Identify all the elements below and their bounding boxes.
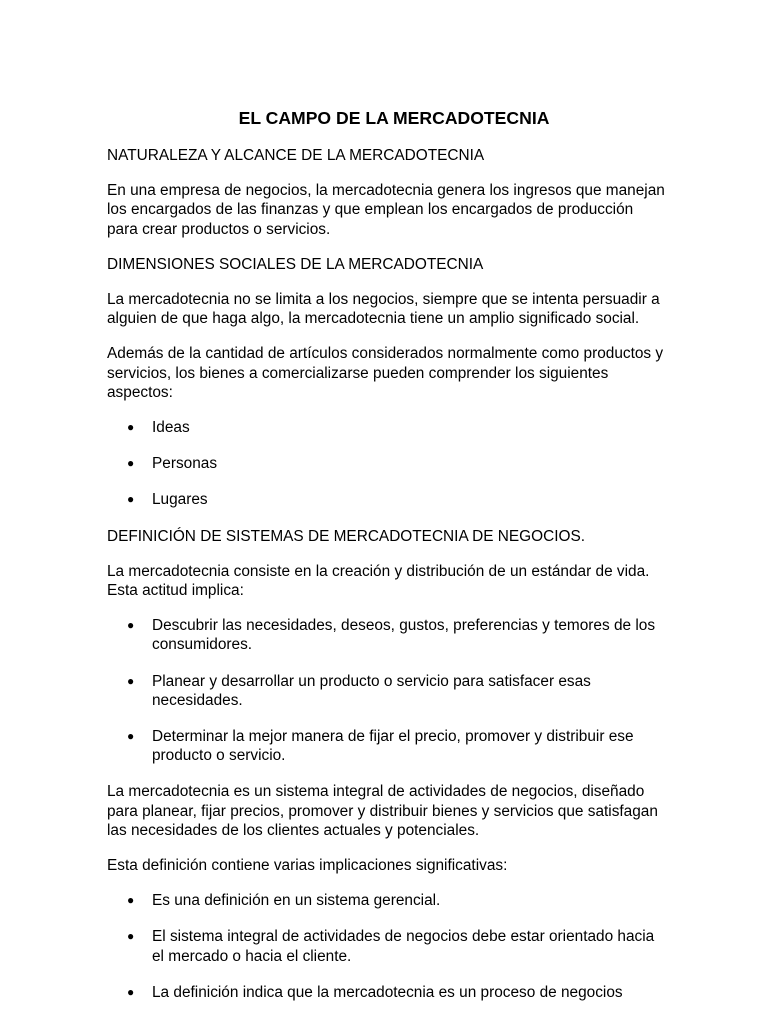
list-actitud bbox=[107, 616, 667, 765]
section-heading-dimensiones: DIMENSIONES SOCIALES DE LA MERCADOTECNIA bbox=[107, 255, 484, 273]
section-heading-naturaleza: NATURALEZA Y ALCANCE DE LA MERCADOTECNIA bbox=[107, 147, 485, 164]
section-heading-definicion: DEFINICIÓN DE SISTEMAS DE MERCADOTECNIA DE NEGOCIOS. bbox=[107, 527, 586, 545]
list-item: ● La definición indica que la mercadotecnia es un proceso de negocios bbox=[127, 983, 623, 1001]
list-item: ● Personas bbox=[127, 455, 218, 473]
bullet-icon: ● bbox=[127, 456, 135, 471]
paragraph-implicaciones: Esta definición contiene varias implicaciones significativas: bbox=[107, 857, 508, 875]
list-item: ● Es una definición en un sistema gerencial. bbox=[127, 892, 441, 910]
paragraph-ingresos: En una empresa de negocios, la mercadotecnia genera los ingresos que manejan los encargados de las finanzas y que emplean los encargados de producción para crear productos o servicios. bbox=[107, 182, 665, 238]
list-implicaciones bbox=[107, 891, 667, 1002]
bullet-icon: ● bbox=[127, 729, 135, 744]
bullet-icon: ● bbox=[127, 618, 135, 633]
document-page bbox=[107, 106, 667, 1019]
paragraph-estandar-vida: La mercadotecnia consiste en la creación y distribución de un estándar de vida. Esta actitud implica: bbox=[107, 562, 650, 600]
list-item: ● Planear y desarrollar un producto o servicio para satisfacer esas necesidades. bbox=[127, 672, 591, 709]
paragraph-sistema-integral: La mercadotecnia es un sistema integral de actividades de negocios, diseñado para planear, fijar precios, promover y distribuir bienes y servicios que satisfagan las necesidades de los clientes actuales y potenciales. bbox=[107, 783, 658, 839]
document-title: EL CAMPO DE LA MERCADOTECNIA bbox=[238, 108, 550, 128]
list-item: ● Lugares bbox=[127, 491, 208, 509]
list-aspectos bbox=[107, 418, 667, 510]
bullet-icon: ● bbox=[127, 929, 135, 944]
list-item: ● Ideas bbox=[127, 419, 190, 437]
list-item: ● Determinar la mejor manera de fijar el precio, promover y distribuir ese producto o servicio. bbox=[127, 728, 634, 765]
list-item: ● El sistema integral de actividades de negocios debe estar orientado hacia el mercado o hacia el cliente. bbox=[127, 928, 655, 965]
paragraph-significado-social: La mercadotecnia no se limita a los negocios, siempre que se intenta persuadir a alguien de que haga algo, la mercadotecnia tiene un amplio significado social. bbox=[107, 291, 660, 328]
bullet-icon: ● bbox=[127, 984, 135, 999]
list-item: ● Descubrir las necesidades, deseos, gustos, preferencias y temores de los consumidores. bbox=[127, 617, 656, 654]
paragraph-aspectos: Además de la cantidad de artículos considerados normalmente como productos y servicios, los bienes a comercializarse pueden comprender los siguientes aspectos: bbox=[107, 345, 664, 401]
bullet-icon: ● bbox=[127, 893, 135, 908]
bullet-icon: ● bbox=[127, 492, 135, 507]
bullet-icon: ● bbox=[127, 420, 135, 435]
bullet-icon: ● bbox=[127, 673, 135, 688]
